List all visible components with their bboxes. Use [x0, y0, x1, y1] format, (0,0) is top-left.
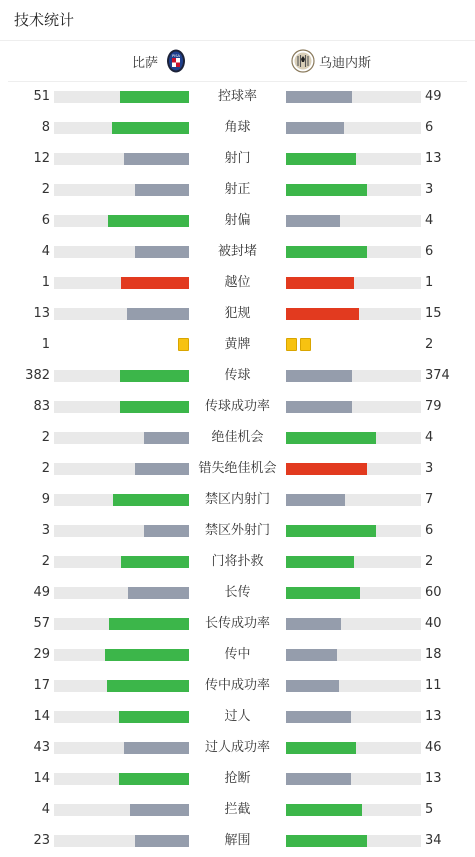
home-value: 3 — [41, 523, 50, 538]
home-value: 9 — [41, 492, 50, 507]
home-bar-fill — [108, 215, 189, 227]
home-bar-track — [54, 432, 189, 444]
yellow-card-icon — [300, 338, 311, 351]
away-bar-track — [286, 184, 421, 196]
away-bar-fill — [286, 246, 367, 258]
pisa-crest-icon — [164, 49, 188, 73]
away-bar-fill — [286, 370, 352, 382]
home-bar-track — [54, 742, 189, 754]
stat-label: 传中 — [224, 647, 251, 662]
stat-label: 传球成功率 — [204, 399, 270, 414]
stat-row — [0, 236, 475, 267]
home-value: 57 — [33, 616, 50, 631]
svg-text:PISA: PISA — [171, 54, 181, 58]
home-value: 6 — [41, 213, 50, 228]
away-value: 60 — [425, 585, 442, 600]
home-value: 12 — [33, 151, 50, 166]
away-value: 18 — [425, 647, 442, 662]
stat-row — [0, 174, 475, 205]
stat-row — [0, 422, 475, 453]
home-bar-track — [54, 587, 189, 599]
yellow-card-icon — [286, 338, 297, 351]
home-value: 2 — [41, 461, 50, 476]
home-bar-fill — [109, 618, 189, 630]
away-bar-fill — [286, 401, 352, 413]
away-bar-track — [286, 804, 421, 816]
away-bar-track — [286, 122, 421, 134]
stat-row — [0, 453, 475, 484]
home-bar-track — [54, 246, 189, 258]
header-divider — [0, 40, 475, 41]
home-bar-fill — [120, 370, 189, 382]
home-value: 13 — [33, 306, 50, 321]
home-value: 17 — [33, 678, 50, 693]
away-value: 13 — [425, 771, 442, 786]
home-value: 4 — [41, 244, 50, 259]
home-bar-track — [54, 804, 189, 816]
away-bar-fill — [286, 649, 337, 661]
home-bar-track — [54, 556, 189, 568]
away-bar-track — [286, 742, 421, 754]
away-bar-fill — [286, 587, 360, 599]
home-bar-track — [54, 680, 189, 692]
stat-row — [0, 701, 475, 732]
stat-row — [0, 360, 475, 391]
stat-row — [0, 267, 475, 298]
home-value: 14 — [33, 709, 50, 724]
stat-label: 控球率 — [217, 89, 257, 104]
home-value: 43 — [33, 740, 50, 755]
home-bar-fill — [135, 835, 189, 847]
away-value: 5 — [425, 802, 434, 817]
home-value: 1 — [41, 337, 50, 352]
home-value: 382 — [25, 368, 50, 383]
away-value: 49 — [425, 89, 442, 104]
home-bar-fill — [124, 742, 189, 754]
away-bar-track — [286, 277, 421, 289]
away-bar-fill — [286, 184, 367, 196]
away-value: 374 — [425, 368, 450, 383]
away-team[interactable] — [291, 46, 371, 76]
away-bar-fill — [286, 215, 340, 227]
away-bar-fill — [286, 773, 351, 785]
stat-label: 抢断 — [224, 771, 251, 786]
home-bar-track — [54, 277, 189, 289]
stat-label: 过人 — [224, 709, 251, 724]
stat-label: 被封堵 — [217, 244, 257, 259]
home-bar-fill — [120, 91, 189, 103]
stat-row — [0, 670, 475, 701]
away-bar-track — [286, 91, 421, 103]
home-value: 4 — [41, 802, 50, 817]
stat-label: 禁区内射门 — [204, 492, 270, 507]
away-value: 2 — [425, 554, 434, 569]
home-bar-track — [54, 711, 189, 723]
away-bar-track — [286, 525, 421, 537]
stat-label: 长传成功率 — [204, 616, 270, 631]
home-bar-fill — [144, 525, 189, 537]
home-bar-fill — [119, 773, 189, 785]
home-bar-fill — [135, 184, 189, 196]
stat-label: 解围 — [224, 833, 251, 848]
away-value: 3 — [425, 182, 434, 197]
stat-row — [0, 732, 475, 763]
away-bar-fill — [286, 618, 341, 630]
stat-row — [0, 825, 475, 856]
away-bar-track — [286, 494, 421, 506]
away-bar-track — [286, 215, 421, 227]
home-value: 2 — [41, 430, 50, 445]
away-bar-track — [286, 308, 421, 320]
away-bar-track — [286, 649, 421, 661]
stat-label: 传球 — [224, 368, 251, 383]
stat-row — [0, 515, 475, 546]
away-bar-fill — [286, 525, 376, 537]
stat-row — [0, 546, 475, 577]
away-value: 3 — [425, 461, 434, 476]
stat-label: 绝佳机会 — [211, 430, 264, 445]
away-value: 46 — [425, 740, 442, 755]
stat-row — [0, 763, 475, 794]
stat-label: 错失绝佳机会 — [198, 461, 277, 476]
home-bar-fill — [105, 649, 189, 661]
home-value: 8 — [41, 120, 50, 135]
home-bar-fill — [124, 153, 189, 165]
home-team-name: 比萨 — [131, 55, 158, 71]
home-bar-track — [54, 835, 189, 847]
away-bar-track — [286, 401, 421, 413]
away-bar-fill — [286, 680, 339, 692]
home-bar-track — [54, 773, 189, 785]
away-bar-track — [286, 773, 421, 785]
away-bar-track — [286, 587, 421, 599]
away-team-name: 乌迪内斯 — [319, 55, 372, 71]
home-value: 2 — [41, 554, 50, 569]
stat-row — [0, 298, 475, 329]
home-bar-track — [54, 91, 189, 103]
home-bar-track — [54, 618, 189, 630]
stat-row — [0, 391, 475, 422]
page-title: 技术统计 — [14, 11, 75, 29]
away-value: 15 — [425, 306, 442, 321]
away-bar-track — [286, 835, 421, 847]
stat-label: 传中成功率 — [204, 678, 270, 693]
away-bar-track — [286, 463, 421, 475]
stat-label: 角球 — [224, 120, 251, 135]
away-value: 79 — [425, 399, 442, 414]
home-bar-fill — [107, 680, 189, 692]
udinese-crest-icon — [291, 49, 315, 73]
away-value: 4 — [425, 430, 434, 445]
away-bar-fill — [286, 153, 356, 165]
stat-label: 射偏 — [224, 213, 251, 228]
stat-label: 长传 — [224, 585, 251, 600]
home-value: 2 — [41, 182, 50, 197]
away-value: 40 — [425, 616, 442, 631]
away-bar-fill — [286, 711, 351, 723]
away-bar-fill — [286, 277, 354, 289]
yellow-card-icon — [178, 338, 189, 351]
away-value: 4 — [425, 213, 434, 228]
home-bar-track — [54, 463, 189, 475]
home-bar-track — [54, 525, 189, 537]
away-value: 6 — [425, 120, 434, 135]
away-bar-fill — [286, 804, 362, 816]
home-value: 29 — [33, 647, 50, 662]
home-value: 83 — [33, 399, 50, 414]
away-value: 7 — [425, 492, 434, 507]
home-bar-track — [54, 494, 189, 506]
home-bar-track — [54, 370, 189, 382]
home-bar-fill — [121, 277, 189, 289]
stat-label: 射正 — [224, 182, 251, 197]
home-bar-track — [54, 401, 189, 413]
away-bar-fill — [286, 308, 359, 320]
home-bar-track — [54, 184, 189, 196]
home-bar-track — [54, 122, 189, 134]
away-value: 1 — [425, 275, 434, 290]
away-bar-fill — [286, 742, 356, 754]
home-bar-fill — [144, 432, 189, 444]
away-bar-track — [286, 246, 421, 258]
home-bar-fill — [113, 494, 189, 506]
stat-row — [0, 112, 475, 143]
stat-label: 过人成功率 — [204, 740, 270, 755]
stat-row — [0, 608, 475, 639]
home-value: 49 — [33, 585, 50, 600]
away-yellow-cards — [286, 338, 311, 351]
home-bar-track — [54, 153, 189, 165]
home-bar-fill — [128, 587, 189, 599]
away-bar-fill — [286, 835, 367, 847]
teams-header — [0, 46, 475, 76]
home-bar-fill — [120, 401, 189, 413]
away-bar-fill — [286, 432, 376, 444]
away-value: 34 — [425, 833, 442, 848]
away-bar-track — [286, 432, 421, 444]
home-bar-fill — [121, 556, 189, 568]
home-bar-fill — [130, 804, 189, 816]
home-bar-fill — [127, 308, 189, 320]
stat-row — [0, 484, 475, 515]
stat-row — [0, 81, 475, 112]
away-bar-track — [286, 556, 421, 568]
stat-label: 射门 — [224, 151, 251, 166]
stat-label: 拦截 — [224, 802, 251, 817]
home-bar-track — [54, 308, 189, 320]
away-bar-track — [286, 153, 421, 165]
away-bar-fill — [286, 556, 354, 568]
stat-row — [0, 143, 475, 174]
home-team[interactable] — [132, 46, 188, 76]
stat-label: 越位 — [224, 275, 251, 290]
stat-label: 门将扑救 — [211, 554, 264, 569]
away-bar-track — [286, 618, 421, 630]
home-bar-fill — [112, 122, 189, 134]
away-bar-fill — [286, 91, 352, 103]
home-bar-fill — [135, 246, 189, 258]
stat-row — [0, 577, 475, 608]
away-value: 11 — [425, 678, 442, 693]
away-value: 6 — [425, 523, 434, 538]
stat-label: 犯规 — [224, 306, 251, 321]
home-bar-fill — [119, 711, 189, 723]
home-value: 23 — [33, 833, 50, 848]
home-value: 14 — [33, 771, 50, 786]
stat-label: 禁区外射门 — [204, 523, 270, 538]
away-bar-fill — [286, 122, 344, 134]
stat-row — [0, 205, 475, 236]
away-value: 13 — [425, 709, 442, 724]
home-bar-fill — [135, 463, 189, 475]
away-bar-track — [286, 711, 421, 723]
away-bar-fill — [286, 463, 367, 475]
away-value: 13 — [425, 151, 442, 166]
stat-row — [0, 329, 475, 360]
away-bar-track — [286, 680, 421, 692]
stats-list — [0, 81, 475, 856]
stat-row — [0, 639, 475, 670]
home-yellow-cards — [178, 338, 189, 351]
away-value: 2 — [425, 337, 434, 352]
away-value: 6 — [425, 244, 434, 259]
home-value: 1 — [41, 275, 50, 290]
stat-row — [0, 794, 475, 825]
away-bar-fill — [286, 494, 345, 506]
away-bar-track — [286, 370, 421, 382]
home-bar-track — [54, 215, 189, 227]
home-value: 51 — [33, 89, 50, 104]
home-bar-track — [54, 649, 189, 661]
stat-label: 黄牌 — [224, 337, 251, 352]
